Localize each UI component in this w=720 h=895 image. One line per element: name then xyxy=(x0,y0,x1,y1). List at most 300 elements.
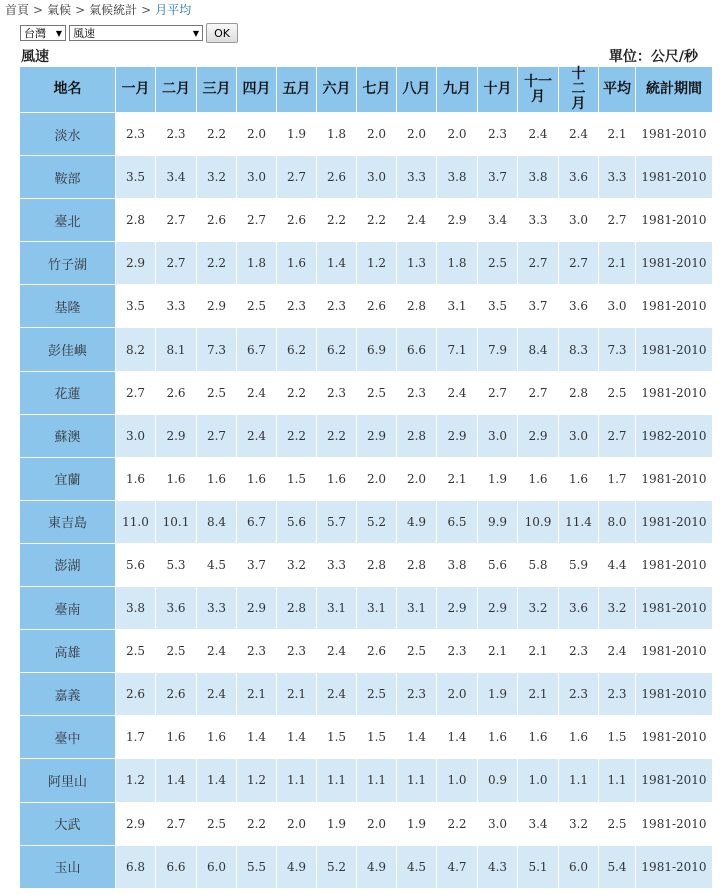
value-cell: 2.5 xyxy=(237,285,277,328)
average-cell: 2.5 xyxy=(599,371,636,414)
value-cell: 2.9 xyxy=(478,587,518,630)
breadcrumb-climate-link[interactable]: 氣候 xyxy=(47,3,72,17)
period-cell: 1981-2010 xyxy=(636,759,713,802)
value-cell: 2.7 xyxy=(518,371,559,414)
value-cell: 1.0 xyxy=(518,759,559,802)
column-header: 地名 xyxy=(20,67,116,113)
value-cell: 2.0 xyxy=(277,802,317,845)
value-cell: 2.7 xyxy=(478,371,518,414)
value-cell: 3.7 xyxy=(237,543,277,586)
table-row xyxy=(20,845,713,888)
value-cell: 3.0 xyxy=(559,414,599,457)
value-cell: 5.2 xyxy=(357,500,397,543)
breadcrumb-current: 月平均 xyxy=(155,3,192,17)
value-cell: 1.6 xyxy=(559,716,599,759)
average-cell: 2.7 xyxy=(599,199,636,242)
value-cell: 7.3 xyxy=(197,328,237,371)
station-name-cell: 蘇澳 xyxy=(20,414,116,457)
value-cell: 7.1 xyxy=(437,328,478,371)
value-cell: 1.6 xyxy=(559,457,599,500)
value-cell: 2.4 xyxy=(197,673,237,716)
value-cell: 1.6 xyxy=(116,457,156,500)
station-name-cell: 彭佳嶼 xyxy=(20,328,116,371)
station-name-cell: 淡水 xyxy=(20,113,116,156)
value-cell: 2.5 xyxy=(197,802,237,845)
column-header: 九月 xyxy=(437,67,478,113)
value-cell: 3.5 xyxy=(116,156,156,199)
value-cell: 2.7 xyxy=(277,156,317,199)
station-name-cell: 臺中 xyxy=(20,716,116,759)
value-cell: 4.5 xyxy=(397,845,437,888)
value-cell: 5.6 xyxy=(277,500,317,543)
value-cell: 8.2 xyxy=(116,328,156,371)
table-row xyxy=(20,113,713,156)
value-cell: 3.0 xyxy=(478,414,518,457)
value-cell: 2.3 xyxy=(397,371,437,414)
table-row xyxy=(20,371,713,414)
value-cell: 10.1 xyxy=(156,500,197,543)
value-cell: 2.6 xyxy=(357,630,397,673)
station-name-cell: 臺南 xyxy=(20,587,116,630)
value-cell: 1.0 xyxy=(437,759,478,802)
value-cell: 1.8 xyxy=(317,113,357,156)
value-cell: 3.1 xyxy=(317,587,357,630)
value-cell: 2.6 xyxy=(116,673,156,716)
value-cell: 2.2 xyxy=(317,414,357,457)
period-cell: 1981-2010 xyxy=(636,845,713,888)
value-cell: 3.0 xyxy=(116,414,156,457)
value-cell: 1.6 xyxy=(197,457,237,500)
value-cell: 4.9 xyxy=(277,845,317,888)
value-cell: 2.0 xyxy=(357,457,397,500)
value-cell: 2.2 xyxy=(357,199,397,242)
table-row xyxy=(20,543,713,586)
value-cell: 6.9 xyxy=(357,328,397,371)
value-cell: 2.2 xyxy=(437,802,478,845)
value-cell: 2.3 xyxy=(277,285,317,328)
value-cell: 6.6 xyxy=(397,328,437,371)
table-row xyxy=(20,414,713,457)
value-cell: 2.8 xyxy=(397,543,437,586)
station-name-cell: 嘉義 xyxy=(20,673,116,716)
value-cell: 2.0 xyxy=(397,457,437,500)
value-cell: 2.7 xyxy=(197,414,237,457)
value-cell: 1.9 xyxy=(478,673,518,716)
value-cell: 3.7 xyxy=(478,156,518,199)
table-row xyxy=(20,457,713,500)
value-cell: 11.0 xyxy=(116,500,156,543)
average-cell: 2.5 xyxy=(599,802,636,845)
period-cell: 1981-2010 xyxy=(636,500,713,543)
value-cell: 3.8 xyxy=(437,543,478,586)
value-cell: 5.1 xyxy=(518,845,559,888)
value-cell: 2.9 xyxy=(437,414,478,457)
value-cell: 2.1 xyxy=(518,630,559,673)
value-cell: 2.9 xyxy=(116,242,156,285)
value-cell: 3.0 xyxy=(478,802,518,845)
value-cell: 3.3 xyxy=(317,543,357,586)
value-cell: 2.7 xyxy=(237,199,277,242)
value-cell: 6.2 xyxy=(277,328,317,371)
filter-controls xyxy=(20,23,238,43)
period-cell: 1981-2010 xyxy=(636,113,713,156)
value-cell: 6.7 xyxy=(237,328,277,371)
value-cell: 2.6 xyxy=(357,285,397,328)
table-row xyxy=(20,759,713,802)
value-cell: 3.4 xyxy=(156,156,197,199)
value-cell: 1.1 xyxy=(559,759,599,802)
value-cell: 2.2 xyxy=(197,113,237,156)
value-cell: 1.4 xyxy=(317,242,357,285)
value-cell: 1.6 xyxy=(237,457,277,500)
value-cell: 10.9 xyxy=(518,500,559,543)
value-cell: 8.4 xyxy=(518,328,559,371)
value-cell: 3.5 xyxy=(478,285,518,328)
column-header: 統計期間 xyxy=(636,67,713,113)
value-cell: 2.8 xyxy=(559,371,599,414)
average-cell: 3.0 xyxy=(599,285,636,328)
value-cell: 1.9 xyxy=(478,457,518,500)
station-name-cell: 大武 xyxy=(20,802,116,845)
value-cell: 6.2 xyxy=(317,328,357,371)
average-cell: 2.1 xyxy=(599,113,636,156)
table-row xyxy=(20,630,713,673)
value-cell: 2.7 xyxy=(116,371,156,414)
station-name-cell: 竹子湖 xyxy=(20,242,116,285)
station-name-cell: 澎湖 xyxy=(20,543,116,586)
value-cell: 9.9 xyxy=(478,500,518,543)
element-select-value: 風速 xyxy=(73,27,95,40)
value-cell: 3.6 xyxy=(156,587,197,630)
table-row xyxy=(20,285,713,328)
value-cell: 1.9 xyxy=(397,802,437,845)
value-cell: 2.6 xyxy=(156,673,197,716)
table-row xyxy=(20,802,713,845)
value-cell: 3.2 xyxy=(559,802,599,845)
column-header: 五月 xyxy=(277,67,317,113)
station-name-cell: 鞍部 xyxy=(20,156,116,199)
value-cell: 2.8 xyxy=(116,199,156,242)
value-cell: 2.5 xyxy=(116,630,156,673)
value-cell: 3.4 xyxy=(478,199,518,242)
value-cell: 3.5 xyxy=(116,285,156,328)
value-cell: 2.5 xyxy=(478,242,518,285)
value-cell: 6.0 xyxy=(197,845,237,888)
chevron-down-icon: ▼ xyxy=(55,28,62,38)
value-cell: 1.6 xyxy=(277,242,317,285)
period-cell: 1981-2010 xyxy=(636,328,713,371)
station-name-cell: 東吉島 xyxy=(20,500,116,543)
column-header: 三月 xyxy=(197,67,237,113)
average-cell: 3.2 xyxy=(599,587,636,630)
value-cell: 2.8 xyxy=(277,587,317,630)
value-cell: 3.3 xyxy=(156,285,197,328)
value-cell: 1.9 xyxy=(277,113,317,156)
column-header: 十月 xyxy=(478,67,518,113)
station-name-cell: 阿里山 xyxy=(20,759,116,802)
value-cell: 1.5 xyxy=(317,716,357,759)
column-header: 平均 xyxy=(599,67,636,113)
value-cell: 1.4 xyxy=(197,759,237,802)
value-cell: 1.4 xyxy=(397,716,437,759)
value-cell: 2.4 xyxy=(197,630,237,673)
value-cell: 6.0 xyxy=(559,845,599,888)
page-title: 風速 xyxy=(21,49,49,65)
station-name-cell: 基隆 xyxy=(20,285,116,328)
value-cell: 5.8 xyxy=(518,543,559,586)
value-cell: 2.8 xyxy=(357,543,397,586)
value-cell: 3.6 xyxy=(559,156,599,199)
value-cell: 2.4 xyxy=(317,630,357,673)
value-cell: 2.6 xyxy=(156,371,197,414)
period-cell: 1981-2010 xyxy=(636,156,713,199)
value-cell: 1.2 xyxy=(237,759,277,802)
value-cell: 2.1 xyxy=(518,673,559,716)
value-cell: 3.2 xyxy=(197,156,237,199)
value-cell: 7.9 xyxy=(478,328,518,371)
value-cell: 2.4 xyxy=(397,199,437,242)
value-cell: 2.6 xyxy=(197,199,237,242)
value-cell: 1.7 xyxy=(116,716,156,759)
value-cell: 2.8 xyxy=(397,285,437,328)
column-header: 一月 xyxy=(116,67,156,113)
station-name-cell: 臺北 xyxy=(20,199,116,242)
ok-button[interactable]: OK xyxy=(206,23,238,43)
value-cell: 3.0 xyxy=(237,156,277,199)
value-cell: 1.8 xyxy=(237,242,277,285)
value-cell: 2.2 xyxy=(277,414,317,457)
column-header: 十二月 xyxy=(559,67,599,113)
average-cell: 2.1 xyxy=(599,242,636,285)
value-cell: 3.0 xyxy=(357,156,397,199)
average-cell: 8.0 xyxy=(599,500,636,543)
value-cell: 2.3 xyxy=(156,113,197,156)
value-cell: 5.5 xyxy=(237,845,277,888)
value-cell: 2.0 xyxy=(397,113,437,156)
value-cell: 3.4 xyxy=(518,802,559,845)
value-cell: 3.1 xyxy=(397,587,437,630)
average-cell: 7.3 xyxy=(599,328,636,371)
value-cell: 2.9 xyxy=(197,285,237,328)
breadcrumb-climate-stats-link[interactable]: 氣候統計 xyxy=(89,3,138,17)
table-row xyxy=(20,242,713,285)
value-cell: 2.3 xyxy=(559,630,599,673)
period-cell: 1981-2010 xyxy=(636,199,713,242)
station-name-cell: 宜蘭 xyxy=(20,457,116,500)
value-cell: 3.6 xyxy=(559,285,599,328)
average-cell: 1.1 xyxy=(599,759,636,802)
value-cell: 5.6 xyxy=(116,543,156,586)
table-row xyxy=(20,199,713,242)
value-cell: 1.4 xyxy=(277,716,317,759)
value-cell: 3.1 xyxy=(357,587,397,630)
average-cell: 3.3 xyxy=(599,156,636,199)
period-cell: 1981-2010 xyxy=(636,673,713,716)
value-cell: 1.6 xyxy=(156,457,197,500)
value-cell: 2.3 xyxy=(437,630,478,673)
value-cell: 3.2 xyxy=(277,543,317,586)
value-cell: 2.3 xyxy=(317,285,357,328)
value-cell: 1.4 xyxy=(237,716,277,759)
value-cell: 2.5 xyxy=(156,630,197,673)
period-cell: 1981-2010 xyxy=(636,371,713,414)
value-cell: 1.1 xyxy=(317,759,357,802)
value-cell: 5.6 xyxy=(478,543,518,586)
value-cell: 1.6 xyxy=(156,716,197,759)
value-cell: 5.7 xyxy=(317,500,357,543)
average-cell: 1.5 xyxy=(599,716,636,759)
value-cell: 6.7 xyxy=(237,500,277,543)
value-cell: 4.9 xyxy=(397,500,437,543)
period-cell: 1981-2010 xyxy=(636,587,713,630)
value-cell: 2.0 xyxy=(357,802,397,845)
table-row xyxy=(20,673,713,716)
value-cell: 6.5 xyxy=(437,500,478,543)
value-cell: 2.4 xyxy=(317,673,357,716)
value-cell: 2.7 xyxy=(156,802,197,845)
value-cell: 5.3 xyxy=(156,543,197,586)
value-cell: 2.5 xyxy=(357,673,397,716)
value-cell: 2.7 xyxy=(156,242,197,285)
value-cell: 1.9 xyxy=(317,802,357,845)
value-cell: 3.7 xyxy=(518,285,559,328)
column-header: 八月 xyxy=(397,67,437,113)
average-cell: 2.7 xyxy=(599,414,636,457)
value-cell: 1.6 xyxy=(478,716,518,759)
value-cell: 4.9 xyxy=(357,845,397,888)
value-cell: 2.2 xyxy=(237,802,277,845)
value-cell: 2.9 xyxy=(437,587,478,630)
value-cell: 4.5 xyxy=(197,543,237,586)
value-cell: 1.4 xyxy=(437,716,478,759)
period-cell: 1981-2010 xyxy=(636,285,713,328)
value-cell: 2.9 xyxy=(156,414,197,457)
value-cell: 1.6 xyxy=(518,457,559,500)
average-cell: 2.3 xyxy=(599,673,636,716)
value-cell: 3.6 xyxy=(559,587,599,630)
value-cell: 2.3 xyxy=(237,630,277,673)
value-cell: 5.9 xyxy=(559,543,599,586)
value-cell: 1.5 xyxy=(277,457,317,500)
table-row xyxy=(20,716,713,759)
table-row xyxy=(20,587,713,630)
value-cell: 1.6 xyxy=(317,457,357,500)
value-cell: 3.3 xyxy=(518,199,559,242)
value-cell: 2.1 xyxy=(478,630,518,673)
value-cell: 3.0 xyxy=(559,199,599,242)
region-select[interactable] xyxy=(20,25,66,41)
value-cell: 3.1 xyxy=(437,285,478,328)
region-select-value: 台灣 xyxy=(24,27,46,40)
value-cell: 2.3 xyxy=(559,673,599,716)
value-cell: 1.6 xyxy=(518,716,559,759)
value-cell: 2.4 xyxy=(237,414,277,457)
value-cell: 2.0 xyxy=(437,113,478,156)
station-name-cell: 高雄 xyxy=(20,630,116,673)
value-cell: 2.9 xyxy=(357,414,397,457)
value-cell: 1.2 xyxy=(116,759,156,802)
element-select[interactable] xyxy=(69,25,203,41)
value-cell: 2.4 xyxy=(437,371,478,414)
value-cell: 2.9 xyxy=(116,802,156,845)
breadcrumb xyxy=(5,1,191,18)
value-cell: 3.3 xyxy=(397,156,437,199)
period-cell: 1981-2010 xyxy=(636,802,713,845)
column-header: 十一月 xyxy=(518,67,559,113)
column-header: 七月 xyxy=(357,67,397,113)
average-cell: 2.4 xyxy=(599,630,636,673)
value-cell: 4.7 xyxy=(437,845,478,888)
value-cell: 2.0 xyxy=(357,113,397,156)
value-cell: 1.8 xyxy=(437,242,478,285)
value-cell: 0.9 xyxy=(478,759,518,802)
value-cell: 1.4 xyxy=(156,759,197,802)
breadcrumb-separator: > xyxy=(33,3,44,17)
column-header: 四月 xyxy=(237,67,277,113)
breadcrumb-separator: > xyxy=(141,3,152,17)
value-cell: 2.6 xyxy=(317,156,357,199)
value-cell: 1.1 xyxy=(357,759,397,802)
value-cell: 1.2 xyxy=(357,242,397,285)
table-header-row xyxy=(20,67,713,113)
value-cell: 1.1 xyxy=(277,759,317,802)
station-name-cell: 花蓮 xyxy=(20,371,116,414)
value-cell: 2.1 xyxy=(277,673,317,716)
value-cell: 2.1 xyxy=(437,457,478,500)
value-cell: 2.3 xyxy=(277,630,317,673)
value-cell: 2.7 xyxy=(518,242,559,285)
value-cell: 2.3 xyxy=(397,673,437,716)
value-cell: 2.9 xyxy=(237,587,277,630)
value-cell: 2.3 xyxy=(317,371,357,414)
value-cell: 2.4 xyxy=(559,113,599,156)
value-cell: 3.2 xyxy=(518,587,559,630)
table-row xyxy=(20,156,713,199)
column-header: 六月 xyxy=(317,67,357,113)
value-cell: 1.5 xyxy=(357,716,397,759)
station-name-cell: 玉山 xyxy=(20,845,116,888)
average-cell: 5.4 xyxy=(599,845,636,888)
value-cell: 2.4 xyxy=(237,371,277,414)
value-cell: 5.2 xyxy=(317,845,357,888)
breadcrumb-separator: > xyxy=(75,3,86,17)
value-cell: 11.4 xyxy=(559,500,599,543)
table-row xyxy=(20,500,713,543)
column-header: 二月 xyxy=(156,67,197,113)
value-cell: 2.2 xyxy=(197,242,237,285)
value-cell: 2.9 xyxy=(518,414,559,457)
value-cell: 2.0 xyxy=(437,673,478,716)
value-cell: 2.3 xyxy=(116,113,156,156)
breadcrumb-home-link[interactable]: 首頁 xyxy=(5,3,30,17)
period-cell: 1981-2010 xyxy=(636,457,713,500)
value-cell: 6.8 xyxy=(116,845,156,888)
period-cell: 1981-2010 xyxy=(636,716,713,759)
value-cell: 8.3 xyxy=(559,328,599,371)
period-cell: 1982-2010 xyxy=(636,414,713,457)
unit-label: 單位：公尺/秒 xyxy=(608,49,698,65)
value-cell: 8.4 xyxy=(197,500,237,543)
average-cell: 1.7 xyxy=(599,457,636,500)
value-cell: 1.6 xyxy=(197,716,237,759)
wind-speed-table xyxy=(19,66,713,889)
period-cell: 1981-2010 xyxy=(636,630,713,673)
chevron-down-icon: ▼ xyxy=(192,28,199,38)
average-cell: 4.4 xyxy=(599,543,636,586)
value-cell: 2.5 xyxy=(197,371,237,414)
value-cell: 3.8 xyxy=(437,156,478,199)
value-cell: 2.7 xyxy=(559,242,599,285)
